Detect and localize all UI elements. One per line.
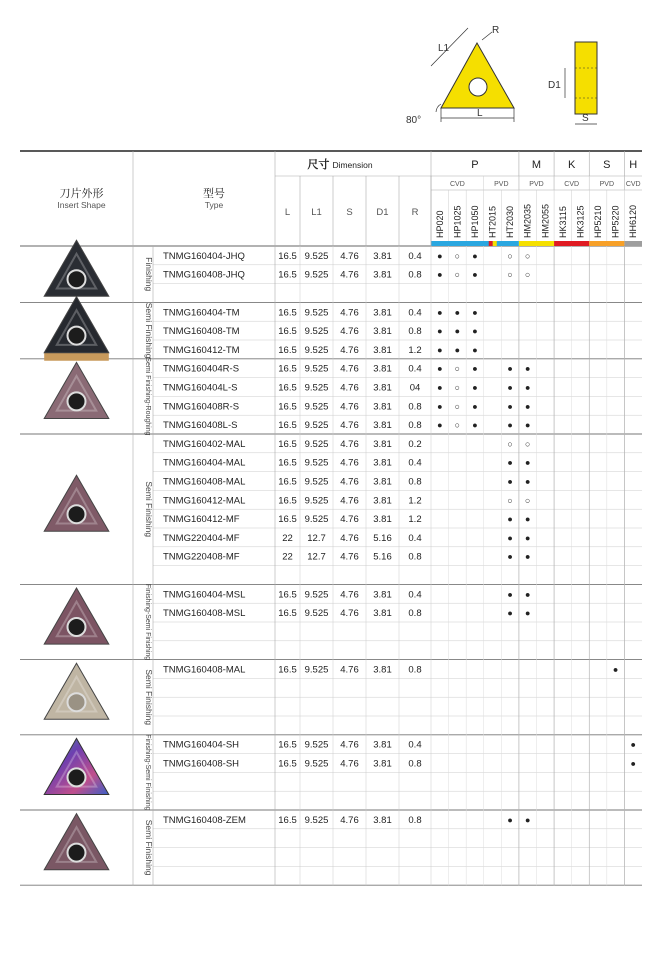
grade-mark: ○: [454, 401, 461, 412]
dim-cell-r: 0.4: [408, 739, 422, 751]
dim-cell-l: 16.5: [278, 307, 297, 319]
dim-cell-r: 0.8: [408, 401, 422, 413]
grade-hk3125: HK3125: [575, 205, 586, 238]
dim-cell-d1: 3.81: [373, 758, 392, 770]
iso-group-p: P: [471, 159, 479, 171]
dim-cell-r: 1.2: [408, 495, 422, 507]
dim-cell-s: 4.76: [340, 438, 359, 450]
grade-mark: ●: [472, 420, 478, 431]
coating-label-0: CVD: [449, 181, 465, 188]
dim-cell-l: 16.5: [278, 344, 297, 356]
grade-mark: ●: [437, 250, 443, 261]
coating-label-1: PVD: [494, 181, 509, 188]
grade-mark: ●: [524, 420, 531, 431]
coating-label-4: PVD: [599, 181, 615, 188]
type-cell: TNMG160408-JHQ: [163, 269, 245, 281]
dim-cell-r: 0.8: [408, 326, 422, 338]
dim-cell-l1: 9.525: [304, 476, 329, 488]
type-cell: TNMG220408-MF: [163, 551, 240, 563]
label-L: L: [477, 108, 483, 119]
grade-mark: ●: [507, 608, 513, 619]
dim-cell-l1: 9.525: [304, 514, 329, 526]
dim-cell-r: 04: [409, 382, 421, 394]
dimension-header: 尺寸 Dimension: [307, 159, 373, 171]
dim-cell-r: 0.4: [408, 589, 422, 601]
grade-ht2030: HT2030: [505, 205, 516, 238]
grade-mark: ●: [472, 250, 478, 261]
type-cell: TNMG160408-SH: [163, 758, 240, 770]
dim-cell-s: 4.76: [340, 758, 359, 770]
dim-col-l1: L1: [311, 207, 322, 218]
insert-purple-angled-image: [44, 362, 109, 418]
grade-mark: ○: [507, 250, 513, 261]
insert-black-gold-base-image: [44, 297, 109, 361]
dim-cell-l1: 9.525: [304, 814, 329, 826]
group-label: Finishing: [144, 257, 154, 292]
grade-mark: ○: [454, 250, 461, 261]
grade-mark: ●: [472, 401, 478, 412]
iso-color-bar-m: [519, 241, 554, 246]
dim-cell-l1: 9.525: [304, 758, 329, 770]
dim-cell-s: 4.76: [340, 326, 359, 338]
grade-mark: ●: [630, 758, 636, 769]
dim-cell-s: 4.76: [340, 420, 359, 432]
dim-cell-r: 0.8: [408, 551, 422, 563]
iso-group-s: S: [603, 159, 611, 171]
grade-mark: ●: [630, 739, 636, 750]
type-cell: TNMG160404-TM: [163, 307, 240, 319]
grade-mark: ●: [472, 344, 478, 355]
grade-mark: ○: [454, 382, 461, 393]
dim-cell-l1: 9.525: [304, 250, 329, 262]
dim-cell-l: 16.5: [278, 438, 297, 450]
dim-cell-d1: 3.81: [373, 457, 392, 469]
grade-mark: ○: [524, 438, 531, 449]
dim-cell-l1: 12.7: [307, 532, 326, 544]
dim-cell-r: 1.2: [408, 344, 422, 356]
grade-mark: ●: [437, 363, 443, 374]
group-label: Semi Finishing: [144, 819, 154, 876]
dim-cell-d1: 3.81: [373, 420, 392, 432]
dim-cell-l: 16.5: [278, 250, 297, 262]
grade-hh6120: HH6120: [628, 204, 639, 238]
type-cell: TNMG160404-MAL: [163, 457, 246, 469]
type-cell: TNMG160404R-S: [163, 363, 240, 375]
grade-mark: ●: [437, 307, 443, 318]
dim-col-r: R: [411, 207, 419, 218]
grade-mark: ○: [454, 420, 461, 431]
type-cell: TNMG160408-MSL: [163, 608, 246, 620]
dim-cell-r: 1.2: [408, 514, 422, 526]
group-label: Finishing-Semi Finishing: [144, 583, 151, 661]
dim-cell-r: 0.4: [408, 250, 422, 262]
dim-cell-l1: 9.525: [304, 363, 329, 375]
dim-cell-s: 4.76: [340, 344, 359, 356]
dim-cell-d1: 3.81: [373, 401, 392, 413]
dim-cell-s: 4.76: [340, 250, 359, 262]
dim-cell-d1: 3.81: [373, 382, 392, 394]
dim-cell-s: 4.76: [340, 589, 359, 601]
grade-ht2015: HT2015: [487, 205, 498, 238]
grade-hp1025: HP1025: [452, 205, 463, 238]
grade-mark: ○: [507, 495, 513, 506]
dim-cell-l1: 9.525: [304, 457, 329, 469]
type-cell: TNMG160408R-S: [163, 401, 240, 413]
dim-col-d1: D1: [376, 207, 389, 218]
dim-cell-r: 0.4: [408, 532, 422, 544]
grade-mark: ●: [524, 608, 531, 619]
type-cell: TNMG160408-TM: [163, 326, 240, 338]
dim-cell-l1: 12.7: [307, 551, 326, 563]
dim-cell-l1: 9.525: [304, 608, 329, 620]
type-cell: TNMG160408L-S: [163, 420, 238, 432]
coating-label-5: CVD: [625, 181, 641, 188]
dim-cell-s: 4.76: [340, 476, 359, 488]
grade-mark: ●: [524, 363, 531, 374]
dim-cell-r: 0.4: [408, 363, 422, 375]
dim-cell-l1: 9.525: [304, 739, 329, 751]
grade-mark: ●: [612, 664, 619, 675]
type-cell: TNMG160408-ZEM: [163, 814, 246, 826]
dim-cell-s: 4.76: [340, 532, 359, 544]
dim-cell-s: 4.76: [340, 457, 359, 469]
dim-cell-l1: 9.525: [304, 589, 329, 601]
type-cell: TNMG160402-MAL: [163, 438, 246, 450]
grade-hp5210: HP5210: [593, 205, 604, 238]
grade-mark: ●: [524, 457, 531, 468]
grade-mark: ○: [507, 269, 513, 280]
dim-cell-d1: 3.81: [373, 608, 392, 620]
iso-color-bar-p: [431, 241, 519, 246]
dim-cell-l1: 9.525: [304, 401, 329, 413]
insert-rainbow-image: [44, 738, 109, 794]
grade-mark: ●: [524, 476, 531, 487]
insert-shape-header-en: Insert Shape: [57, 200, 106, 210]
dim-cell-r: 0.8: [408, 664, 422, 676]
dim-cell-r: 0.4: [408, 457, 422, 469]
dim-cell-d1: 3.81: [373, 514, 392, 526]
dim-cell-r: 0.8: [408, 608, 422, 620]
grade-mark: ●: [454, 344, 461, 355]
dim-cell-l: 16.5: [278, 758, 297, 770]
type-cell: TNMG160404L-S: [163, 382, 238, 394]
grade-mark: ○: [524, 495, 531, 506]
dim-cell-l1: 9.525: [304, 307, 329, 319]
grade-mark: ○: [454, 269, 461, 280]
dim-cell-s: 4.76: [340, 514, 359, 526]
dim-cell-d1: 3.81: [373, 495, 392, 507]
dim-cell-l: 16.5: [278, 664, 297, 676]
label-S: S: [582, 113, 589, 124]
iso-group-h: H: [629, 159, 638, 171]
dim-cell-d1: 5.16: [373, 532, 392, 544]
coating-label-3: CVD: [564, 181, 580, 188]
type-header-en: Type: [204, 200, 224, 210]
dim-cell-s: 4.76: [340, 269, 359, 281]
dim-cell-l: 16.5: [278, 326, 297, 338]
dim-cell-l1: 9.525: [304, 269, 329, 281]
type-cell: TNMG160404-SH: [163, 739, 240, 751]
dim-cell-l: 16.5: [278, 363, 297, 375]
dim-cell-l: 16.5: [278, 608, 297, 620]
dim-col-s: S: [346, 207, 353, 218]
group-label: Semi Finishing: [144, 669, 154, 726]
grade-mark: ●: [507, 514, 513, 525]
dim-cell-d1: 3.81: [373, 739, 392, 751]
grade-mark: ●: [437, 326, 443, 337]
dim-cell-r: 0.8: [408, 269, 422, 281]
grade-hm2055: HM2055: [540, 203, 551, 238]
grade-mark: ●: [524, 814, 531, 825]
dim-cell-s: 4.76: [340, 495, 359, 507]
type-header-zh: 型号: [203, 188, 225, 200]
dim-cell-d1: 3.81: [373, 363, 392, 375]
dim-cell-d1: 3.81: [373, 664, 392, 676]
type-cell: TNMG160412-TM: [163, 344, 240, 356]
dim-cell-l: 16.5: [278, 589, 297, 601]
dim-cell-l: 16.5: [278, 476, 297, 488]
grade-hk3115: HK3115: [557, 206, 568, 238]
label-D1: D1: [548, 80, 561, 91]
grade-mark: ●: [437, 269, 443, 280]
dim-cell-d1: 3.81: [373, 814, 392, 826]
grade-mark: ●: [472, 307, 478, 318]
dim-cell-l: 16.5: [278, 457, 297, 469]
grade-mark: ○: [507, 438, 513, 449]
iso-group-m: M: [531, 159, 542, 171]
dim-cell-l: 16.5: [278, 269, 297, 281]
dim-cell-l1: 9.525: [304, 420, 329, 432]
dim-cell-s: 4.76: [340, 363, 359, 375]
dim-cell-r: 0.8: [408, 420, 422, 432]
type-cell: TNMG220404-MF: [163, 532, 240, 544]
grade-mark: ●: [507, 532, 513, 543]
p-bar-accent-yellow: [493, 241, 497, 246]
dim-cell-l1: 9.525: [304, 438, 329, 450]
dim-cell-d1: 3.81: [373, 250, 392, 262]
grade-mark: ○: [524, 269, 531, 280]
dim-cell-l: 16.5: [278, 401, 297, 413]
iso-color-bar-h: [624, 241, 642, 246]
dim-cell-r: 0.8: [408, 476, 422, 488]
grade-mark: ●: [507, 457, 513, 468]
grade-mark: ●: [507, 589, 513, 600]
insert-purple-plain-image: [44, 588, 109, 644]
dim-cell-l: 22: [282, 532, 293, 544]
dim-cell-d1: 3.81: [373, 589, 392, 601]
dim-cell-d1: 5.16: [373, 551, 392, 563]
iso-color-bar-k: [554, 241, 589, 246]
dim-cell-r: 0.4: [408, 307, 422, 319]
group-label: Semi Finishing: [144, 302, 154, 359]
dim-cell-l: 16.5: [278, 420, 297, 432]
dim-cell-l1: 9.525: [304, 344, 329, 356]
label-L1: L1: [438, 43, 450, 54]
dim-cell-s: 4.76: [340, 739, 359, 751]
dim-cell-l: 16.5: [278, 739, 297, 751]
dim-cell-d1: 3.81: [373, 326, 392, 338]
grade-mark: ●: [524, 401, 531, 412]
insert-purple-dots-image: [44, 475, 109, 531]
dim-cell-s: 4.76: [340, 551, 359, 563]
insert-shape-header-zh: 刀片外形: [59, 188, 104, 200]
grade-mark: ●: [472, 326, 478, 337]
grade-mark: ●: [437, 344, 443, 355]
dim-col-l: L: [284, 207, 291, 218]
dim-cell-s: 4.76: [340, 307, 359, 319]
grade-mark: ●: [524, 514, 531, 525]
dim-cell-l: 16.5: [278, 514, 297, 526]
dim-cell-l: 16.5: [278, 382, 297, 394]
dim-cell-s: 4.76: [340, 814, 359, 826]
dim-cell-l: 16.5: [278, 814, 297, 826]
grade-mark: ●: [472, 269, 478, 280]
grade-mark: ○: [524, 250, 531, 261]
dim-cell-l1: 9.525: [304, 326, 329, 338]
grade-mark: ●: [507, 420, 513, 431]
grade-mark: ●: [437, 420, 443, 431]
type-cell: TNMG160412-MAL: [163, 495, 246, 507]
grade-mark: ●: [524, 589, 531, 600]
grade-mark: ●: [507, 401, 513, 412]
dim-cell-d1: 3.81: [373, 476, 392, 488]
dim-cell-l1: 9.525: [304, 382, 329, 394]
grade-mark: ●: [524, 532, 531, 543]
dim-cell-s: 4.76: [340, 664, 359, 676]
dim-cell-d1: 3.81: [373, 344, 392, 356]
insert-black-chipbreaker-image: [44, 240, 109, 296]
insert-silver-image: [44, 663, 109, 719]
grade-mark: ●: [454, 326, 461, 337]
grade-mark: ●: [437, 401, 443, 412]
grade-mark: ●: [507, 551, 513, 562]
dim-cell-l: 22: [282, 551, 293, 563]
type-cell: TNMG160404-JHQ: [163, 250, 245, 262]
dim-cell-l1: 9.525: [304, 664, 329, 676]
dim-cell-s: 4.76: [340, 608, 359, 620]
grade-hp5220: HP5220: [610, 205, 621, 238]
p-bar-accent-red: [489, 241, 493, 246]
label-R: R: [492, 25, 500, 36]
dim-cell-d1: 3.81: [373, 269, 392, 281]
grade-hm2035: HM2035: [522, 203, 533, 238]
dim-cell-d1: 3.81: [373, 438, 392, 450]
iso-color-bar-s: [589, 241, 624, 246]
grade-mark: ●: [507, 363, 513, 374]
dim-cell-s: 4.76: [340, 382, 359, 394]
group-label: Finishing-Semi Finishing: [144, 734, 151, 811]
group-label: Semi Finishing-Roughing: [144, 357, 151, 436]
coating-label-2: PVD: [529, 181, 544, 188]
dim-cell-d1: 3.81: [373, 307, 392, 319]
type-cell: TNMG160408-MAL: [163, 664, 246, 676]
grade-mark: ●: [507, 814, 513, 825]
type-cell: TNMG160412-MF: [163, 514, 240, 526]
grade-mark: ●: [524, 551, 531, 562]
insert-purple-ring-image: [44, 814, 109, 870]
grade-mark: ●: [507, 476, 513, 487]
dim-cell-r: 0.8: [408, 758, 422, 770]
grade-mark: ●: [507, 382, 513, 393]
dim-cell-r: 0.8: [408, 814, 422, 826]
grade-hp020: HP020: [434, 210, 445, 238]
grade-mark: ●: [472, 382, 478, 393]
grade-mark: ○: [454, 363, 461, 374]
grade-mark: ●: [524, 382, 531, 393]
label-angle: 80°: [406, 115, 422, 126]
grade-hp1050: HP1050: [469, 205, 480, 238]
type-cell: TNMG160404-MSL: [163, 589, 246, 601]
group-label: Semi Finishing: [144, 481, 154, 538]
dim-cell-l: 16.5: [278, 495, 297, 507]
grade-mark: ●: [437, 382, 443, 393]
grade-mark: ●: [472, 363, 478, 374]
grade-mark: ●: [454, 307, 461, 318]
type-cell: TNMG160408-MAL: [163, 476, 246, 488]
dim-cell-r: 0.2: [408, 438, 422, 450]
dim-cell-s: 4.76: [340, 401, 359, 413]
iso-group-k: K: [567, 159, 576, 171]
dim-cell-l1: 9.525: [304, 495, 329, 507]
